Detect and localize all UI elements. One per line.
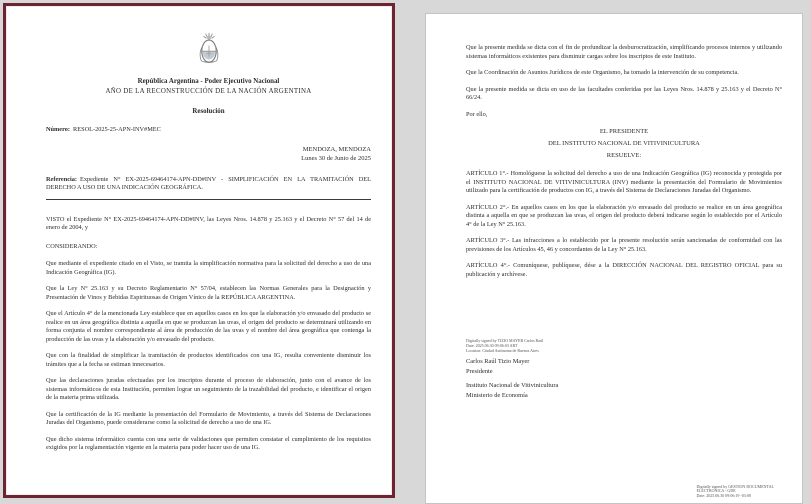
- gde-stamp-line: ELECTRONICA - GDE: [696, 488, 736, 494]
- considerando-paragraph: Que la presente medida se dicta en uso de las facultades conferidas por las Leyes Nros. 14.878 y 25.163 y el Decreto N° 66/24.: [466, 85, 782, 101]
- place-line: MENDOZA, MENDOZA: [302, 145, 371, 153]
- stamp-line: Date: 2025.06.30 09:06:03 ART: [466, 342, 518, 348]
- coat-of-arms-wrap: [46, 32, 371, 71]
- article-paragraph: ARTÍCULO 4°.- Comuníquese, publíquese, dése a la DIRECCIÓN NACIONAL DEL REGISTRO OFICIAL para su publicación y archívese.: [466, 262, 782, 278]
- reference-line: [46, 176, 371, 193]
- number-value: RESOL-2025-25-APN-INV#MEC: [73, 126, 161, 133]
- visto-paragraph: VISTO el Expediente N° EX-2025-69464174-APN-DD#INV, las Leyes Nros. 14.878 y 25.163 y el Decreto N° 57 del 14 de enero de 2004, y: [46, 215, 371, 231]
- document-page-right: [425, 13, 803, 504]
- article-paragraph: ARTÍCULO 2°.- En aquellos casos en los que la elaboración y/o envasado del producto se realice en un área geográfica distinta a aquella en que se produzcan las uvas, el origen del producto deberá indicarse según lo establecido por el Artículo 4° de la Ley N° 25.163.: [466, 203, 782, 228]
- stamp-line: Location: Ciudad Autónoma de Buenos Aires: [466, 347, 539, 353]
- por-ello-line: Por ello,: [466, 110, 488, 118]
- gde-digital-stamp: [697, 485, 774, 499]
- article-paragraph: ARTÍCULO 3°.- Las infracciones a lo establecido por la presente resolución serán sancionadas de conformidad con las previsiones de los Artículos 45, 46 y concordantes de la Ley N° 25.163.: [466, 237, 782, 253]
- digital-signature-stamp: [466, 339, 558, 353]
- considerando-paragraph: Que la certificación de la IG mediante la presentación del Formulario de Movimiento, a través del Sistema de Declaraciones Juradas del Organismo, puede considerarse como la solicitud de derecho a uso de una IG.: [46, 410, 371, 426]
- republic-header: República Argentina - Poder Ejecutivo Nacional: [137, 78, 280, 85]
- considerando-paragraph: Que la presente medida se dicta con el fin de profundizar la desburocratización, simplificando procesos internos y utilizando sistemas informáticos existentes para disminuir cargas sobre los inscriptos de este Instituto.: [466, 44, 782, 60]
- article-paragraph: ARTÍCULO 1°.- Homológuese la solicitud del derecho a uso de una Indicación Geográfica (IG) reconocida y protegida por el INSTITUTO NACIONAL DE VITIVINICULTURA (INV) mediante la presentación del Formulario de Movimientos utilizado para la certificación de productos con IG, a través del Sistema de Declaraciones Juradas del Organismo.: [466, 170, 782, 194]
- president-line: EL PRESIDENTE: [599, 128, 649, 135]
- argentina-coat-of-arms-icon: [196, 32, 222, 66]
- signer-ministry: Ministerio de Economía: [466, 392, 528, 400]
- considerando-paragraph: Que mediante el expediente citado en el Visto, se tramita la simplificación normativa para la solicitud del derecho a uso de una Indicación Geográfica (IG).: [46, 260, 371, 276]
- reference-divider: [46, 199, 371, 200]
- considerando-paragraph: Que la Ley N° 25.163 y su Decreto Reglamentario N° 57/04, establecen las Normas Generales para la Designación y Presentación de Vinos y Bebidas Espirituosas de Origen Vínico de la REPÚBLICA ARGENTINA.: [46, 285, 371, 301]
- reference-label: Referencia:: [46, 175, 78, 183]
- number-label: Número:: [46, 126, 71, 133]
- resolution-number-line: [46, 126, 371, 135]
- resuelve-line: RESUELVE:: [606, 152, 642, 159]
- considerando-label: CONSIDERANDO:: [46, 242, 98, 250]
- institute-line: DEL INSTITUTO NACIONAL DE VITIVINICULTURA: [548, 140, 700, 147]
- considerando-paragraph: Que dicho sistema informático cuenta con una serie de validaciones que permiten constatar el cumplimiento de los requisitos exigidos por la reglamentación vigente en la materia para poder hacer uso de una IG.: [46, 435, 371, 451]
- signature-block: [466, 339, 558, 401]
- gde-stamp-line: Digitally signed by GESTION DOCUMENTAL: [696, 483, 774, 489]
- document-type-title: Resolución: [192, 108, 225, 115]
- signer-organization: Instituto Nacional de Vitivinicultura: [466, 382, 559, 390]
- signer-title: Presidente: [466, 368, 493, 376]
- document-page-left: [3, 3, 395, 498]
- considerando-paragraph: Que la Coordinación de Asuntos Jurídicos de este Organismo, ha tomado la intervención de su competencia.: [466, 69, 739, 76]
- year-motto: AÑO DE LA RECONSTRUCCIÓN DE LA NACIÓN ARGENTINA: [105, 88, 312, 95]
- stamp-line: Digitally signed by TIZIO MAYER Carlos Raúl: [466, 338, 544, 343]
- considerando-paragraph: Que el Artículo 4° de la mencionada Ley establece que en aquellos casos en los que la elaboración y/o envasado del producto se realice en un área geográfica distinta a aquella en que se produzcan las uvas, el origen del producto se determinará utilizando en forma conjunta el nombre correspondiente al área de producción de las uvas y el nombre del área geográfica que contenga la producción de las uvas y la elaboración y/o envasado del producto.: [46, 310, 371, 343]
- signer-name: Carlos Raúl Tizio Mayer: [466, 358, 530, 366]
- date-line: Lunes 30 de Junio de 2025: [301, 154, 371, 162]
- considerando-paragraph: Que con la finalidad de simplificar la tramitación de productos identificados con una IG, resulta conveniente disminuir los trámites que a la fecha se estiman innecesarios.: [46, 352, 371, 368]
- gde-stamp-line: Date: 2025.06.30 09:06:19 -03:00: [696, 493, 751, 499]
- reference-text: Expediente N° EX-2025-69464174-APN-DD#INV - SIMPLIFICACIÓN EN LA TRAMITACIÓN DEL DERECHO A USO DE UNA INDICACIÓN GEOGRÁFICA.: [46, 175, 371, 191]
- considerando-paragraph: Que las declaraciones juradas efectuadas por los inscriptos durante el proceso de elaboración, junto con el avance de los sistemas informáticos de esta Institución, permiten lograr un seguimiento de la trazabilidad del producto, e identificar el origen de la materia prima utilizada.: [46, 377, 371, 401]
